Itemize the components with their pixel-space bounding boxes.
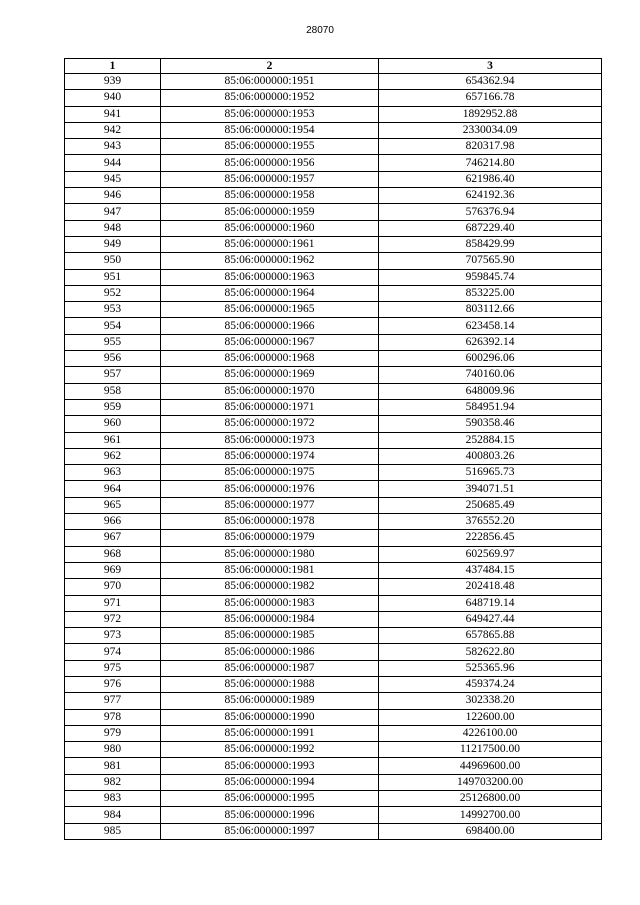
table-row xyxy=(65,122,602,138)
value-cell: 648009.96 xyxy=(379,383,602,399)
table-row xyxy=(65,236,602,252)
value-cell: 394071.51 xyxy=(379,481,602,497)
table-row xyxy=(65,530,602,546)
value-cell: 582622.80 xyxy=(379,644,602,660)
row-number-cell: 961 xyxy=(65,432,161,448)
value-cell: 149703200.00 xyxy=(379,774,602,790)
row-number-cell: 979 xyxy=(65,725,161,741)
value-cell: 437484.15 xyxy=(379,562,602,578)
row-number-cell: 973 xyxy=(65,628,161,644)
value-cell: 590358.46 xyxy=(379,416,602,432)
table-row xyxy=(65,758,602,774)
value-cell: 707565.90 xyxy=(379,253,602,269)
value-cell: 623458.14 xyxy=(379,318,602,334)
value-cell: 376552.20 xyxy=(379,514,602,530)
value-cell: 687229.40 xyxy=(379,220,602,236)
row-number-cell: 957 xyxy=(65,367,161,383)
cadastral-number-cell: 85:06:000000:1974 xyxy=(161,448,379,464)
row-number-cell: 971 xyxy=(65,595,161,611)
value-cell: 626392.14 xyxy=(379,334,602,350)
cadastral-number-cell: 85:06:000000:1975 xyxy=(161,465,379,481)
value-cell: 624192.36 xyxy=(379,188,602,204)
cadastral-number-cell: 85:06:000000:1983 xyxy=(161,595,379,611)
table-header xyxy=(65,59,602,74)
value-cell: 250685.49 xyxy=(379,497,602,513)
cadastral-number-cell: 85:06:000000:1993 xyxy=(161,758,379,774)
row-number-cell: 958 xyxy=(65,383,161,399)
row-number-cell: 948 xyxy=(65,220,161,236)
cadastral-number-cell: 85:06:000000:1969 xyxy=(161,367,379,383)
cadastral-number-cell: 85:06:000000:1952 xyxy=(161,90,379,106)
row-number-cell: 941 xyxy=(65,106,161,122)
cadastral-number-cell: 85:06:000000:1958 xyxy=(161,188,379,204)
value-cell: 252884.15 xyxy=(379,432,602,448)
cadastral-number-cell: 85:06:000000:1987 xyxy=(161,660,379,676)
table-row xyxy=(65,595,602,611)
value-cell: 44969600.00 xyxy=(379,758,602,774)
value-cell: 4226100.00 xyxy=(379,725,602,741)
value-cell: 302338.20 xyxy=(379,693,602,709)
table-row xyxy=(65,220,602,236)
table-row xyxy=(65,725,602,741)
cadastral-number-cell: 85:06:000000:1995 xyxy=(161,791,379,807)
row-number-cell: 944 xyxy=(65,155,161,171)
value-cell: 621986.40 xyxy=(379,171,602,187)
row-number-cell: 959 xyxy=(65,399,161,415)
cadastral-number-cell: 85:06:000000:1968 xyxy=(161,351,379,367)
table-row xyxy=(65,693,602,709)
cadastral-number-cell: 85:06:000000:1963 xyxy=(161,269,379,285)
cadastral-number-cell: 85:06:000000:1994 xyxy=(161,774,379,790)
table-row xyxy=(65,742,602,758)
cadastral-number-cell: 85:06:000000:1976 xyxy=(161,481,379,497)
cadastral-number-cell: 85:06:000000:1997 xyxy=(161,823,379,839)
value-cell: 1892952.88 xyxy=(379,106,602,122)
cadastral-number-cell: 85:06:000000:1981 xyxy=(161,562,379,578)
cadastral-number-cell: 85:06:000000:1996 xyxy=(161,807,379,823)
table-row xyxy=(65,579,602,595)
table-row xyxy=(65,204,602,220)
cadastral-number-cell: 85:06:000000:1984 xyxy=(161,611,379,627)
value-cell: 803112.66 xyxy=(379,302,602,318)
table-row xyxy=(65,676,602,692)
cadastral-number-cell: 85:06:000000:1954 xyxy=(161,122,379,138)
cadastral-number-cell: 85:06:000000:1951 xyxy=(161,74,379,90)
value-cell: 649427.44 xyxy=(379,611,602,627)
table-row xyxy=(65,90,602,106)
table-row xyxy=(65,611,602,627)
cadastral-number-cell: 85:06:000000:1970 xyxy=(161,383,379,399)
row-number-cell: 950 xyxy=(65,253,161,269)
table-row xyxy=(65,448,602,464)
cadastral-number-cell: 85:06:000000:1980 xyxy=(161,546,379,562)
table-row xyxy=(65,155,602,171)
row-number-cell: 984 xyxy=(65,807,161,823)
cadastral-number-cell: 85:06:000000:1955 xyxy=(161,139,379,155)
row-number-cell: 964 xyxy=(65,481,161,497)
table-row xyxy=(65,644,602,660)
row-number-cell: 977 xyxy=(65,693,161,709)
table-row xyxy=(65,628,602,644)
row-number-cell: 946 xyxy=(65,188,161,204)
row-number-cell: 947 xyxy=(65,204,161,220)
table-row xyxy=(65,285,602,301)
column-header-3: 3 xyxy=(379,59,602,74)
cadastral-number-cell: 85:06:000000:1966 xyxy=(161,318,379,334)
table-row xyxy=(65,774,602,790)
row-number-cell: 949 xyxy=(65,236,161,252)
value-cell: 654362.94 xyxy=(379,74,602,90)
value-cell: 698400.00 xyxy=(379,823,602,839)
value-cell: 516965.73 xyxy=(379,465,602,481)
row-number-cell: 962 xyxy=(65,448,161,464)
cadastral-number-cell: 85:06:000000:1967 xyxy=(161,334,379,350)
value-cell: 858429.99 xyxy=(379,236,602,252)
row-number-cell: 952 xyxy=(65,285,161,301)
cadastral-number-cell: 85:06:000000:1982 xyxy=(161,579,379,595)
row-number-cell: 968 xyxy=(65,546,161,562)
value-cell: 600296.06 xyxy=(379,351,602,367)
cadastral-number-cell: 85:06:000000:1988 xyxy=(161,676,379,692)
value-cell: 657865.88 xyxy=(379,628,602,644)
value-cell: 14992700.00 xyxy=(379,807,602,823)
cadastral-number-cell: 85:06:000000:1962 xyxy=(161,253,379,269)
table-row xyxy=(65,351,602,367)
table-row xyxy=(65,791,602,807)
column-header-2: 2 xyxy=(161,59,379,74)
cadastral-number-cell: 85:06:000000:1959 xyxy=(161,204,379,220)
cadastral-number-cell: 85:06:000000:1953 xyxy=(161,106,379,122)
value-cell: 853225.00 xyxy=(379,285,602,301)
table-row xyxy=(65,269,602,285)
table-row xyxy=(65,188,602,204)
row-number-cell: 982 xyxy=(65,774,161,790)
table-row xyxy=(65,334,602,350)
row-number-cell: 954 xyxy=(65,318,161,334)
row-number-cell: 955 xyxy=(65,334,161,350)
row-number-cell: 980 xyxy=(65,742,161,758)
row-number-cell: 981 xyxy=(65,758,161,774)
header-row xyxy=(65,59,602,74)
value-cell: 820317.98 xyxy=(379,139,602,155)
table-row xyxy=(65,465,602,481)
table-row xyxy=(65,807,602,823)
row-number-cell: 966 xyxy=(65,514,161,530)
table-row xyxy=(65,660,602,676)
table-row xyxy=(65,253,602,269)
row-number-cell: 967 xyxy=(65,530,161,546)
value-cell: 602569.97 xyxy=(379,546,602,562)
value-cell: 11217500.00 xyxy=(379,742,602,758)
value-cell: 657166.78 xyxy=(379,90,602,106)
row-number-cell: 943 xyxy=(65,139,161,155)
table-body xyxy=(65,74,602,840)
value-cell: 525365.96 xyxy=(379,660,602,676)
row-number-cell: 976 xyxy=(65,676,161,692)
value-cell: 584951.94 xyxy=(379,399,602,415)
cadastral-number-cell: 85:06:000000:1990 xyxy=(161,709,379,725)
row-number-cell: 969 xyxy=(65,562,161,578)
table-row xyxy=(65,481,602,497)
value-cell: 576376.94 xyxy=(379,204,602,220)
table-row xyxy=(65,416,602,432)
cadastral-number-cell: 85:06:000000:1972 xyxy=(161,416,379,432)
cadastral-number-cell: 85:06:000000:1965 xyxy=(161,302,379,318)
value-cell: 459374.24 xyxy=(379,676,602,692)
value-cell: 746214.80 xyxy=(379,155,602,171)
cadastral-number-cell: 85:06:000000:1964 xyxy=(161,285,379,301)
value-cell: 25126800.00 xyxy=(379,791,602,807)
table-row xyxy=(65,709,602,725)
value-cell: 959845.74 xyxy=(379,269,602,285)
table-row xyxy=(65,562,602,578)
row-number-cell: 970 xyxy=(65,579,161,595)
cadastral-number-cell: 85:06:000000:1985 xyxy=(161,628,379,644)
row-number-cell: 972 xyxy=(65,611,161,627)
row-number-cell: 983 xyxy=(65,791,161,807)
value-cell: 740160.06 xyxy=(379,367,602,383)
cadastral-number-cell: 85:06:000000:1973 xyxy=(161,432,379,448)
cadastral-number-cell: 85:06:000000:1961 xyxy=(161,236,379,252)
table-row xyxy=(65,497,602,513)
row-number-cell: 975 xyxy=(65,660,161,676)
cadastral-number-cell: 85:06:000000:1977 xyxy=(161,497,379,513)
cadastral-number-cell: 85:06:000000:1971 xyxy=(161,399,379,415)
value-cell: 122600.00 xyxy=(379,709,602,725)
table-row xyxy=(65,302,602,318)
table-row xyxy=(65,139,602,155)
value-cell: 400803.26 xyxy=(379,448,602,464)
row-number-cell: 965 xyxy=(65,497,161,513)
row-number-cell: 940 xyxy=(65,90,161,106)
table-row xyxy=(65,367,602,383)
page-number: 28070 xyxy=(306,25,334,36)
table-row xyxy=(65,171,602,187)
cadastral-number-cell: 85:06:000000:1957 xyxy=(161,171,379,187)
table-row xyxy=(65,432,602,448)
cadastral-value-table xyxy=(64,58,602,840)
row-number-cell: 960 xyxy=(65,416,161,432)
value-cell: 222856.45 xyxy=(379,530,602,546)
value-cell: 202418.48 xyxy=(379,579,602,595)
cadastral-number-cell: 85:06:000000:1978 xyxy=(161,514,379,530)
cadastral-number-cell: 85:06:000000:1989 xyxy=(161,693,379,709)
table-row xyxy=(65,546,602,562)
table-row xyxy=(65,823,602,839)
row-number-cell: 956 xyxy=(65,351,161,367)
cadastral-number-cell: 85:06:000000:1956 xyxy=(161,155,379,171)
row-number-cell: 953 xyxy=(65,302,161,318)
row-number-cell: 939 xyxy=(65,74,161,90)
cadastral-number-cell: 85:06:000000:1979 xyxy=(161,530,379,546)
table-row xyxy=(65,383,602,399)
row-number-cell: 985 xyxy=(65,823,161,839)
table-row xyxy=(65,74,602,90)
table-row xyxy=(65,399,602,415)
row-number-cell: 963 xyxy=(65,465,161,481)
cadastral-number-cell: 85:06:000000:1992 xyxy=(161,742,379,758)
table-row xyxy=(65,514,602,530)
row-number-cell: 945 xyxy=(65,171,161,187)
table-row xyxy=(65,106,602,122)
row-number-cell: 942 xyxy=(65,122,161,138)
table-row xyxy=(65,318,602,334)
column-header-1: 1 xyxy=(65,59,161,74)
cadastral-number-cell: 85:06:000000:1960 xyxy=(161,220,379,236)
cadastral-number-cell: 85:06:000000:1991 xyxy=(161,725,379,741)
value-cell: 648719.14 xyxy=(379,595,602,611)
row-number-cell: 951 xyxy=(65,269,161,285)
row-number-cell: 974 xyxy=(65,644,161,660)
row-number-cell: 978 xyxy=(65,709,161,725)
value-cell: 2330034.09 xyxy=(379,122,602,138)
cadastral-number-cell: 85:06:000000:1986 xyxy=(161,644,379,660)
